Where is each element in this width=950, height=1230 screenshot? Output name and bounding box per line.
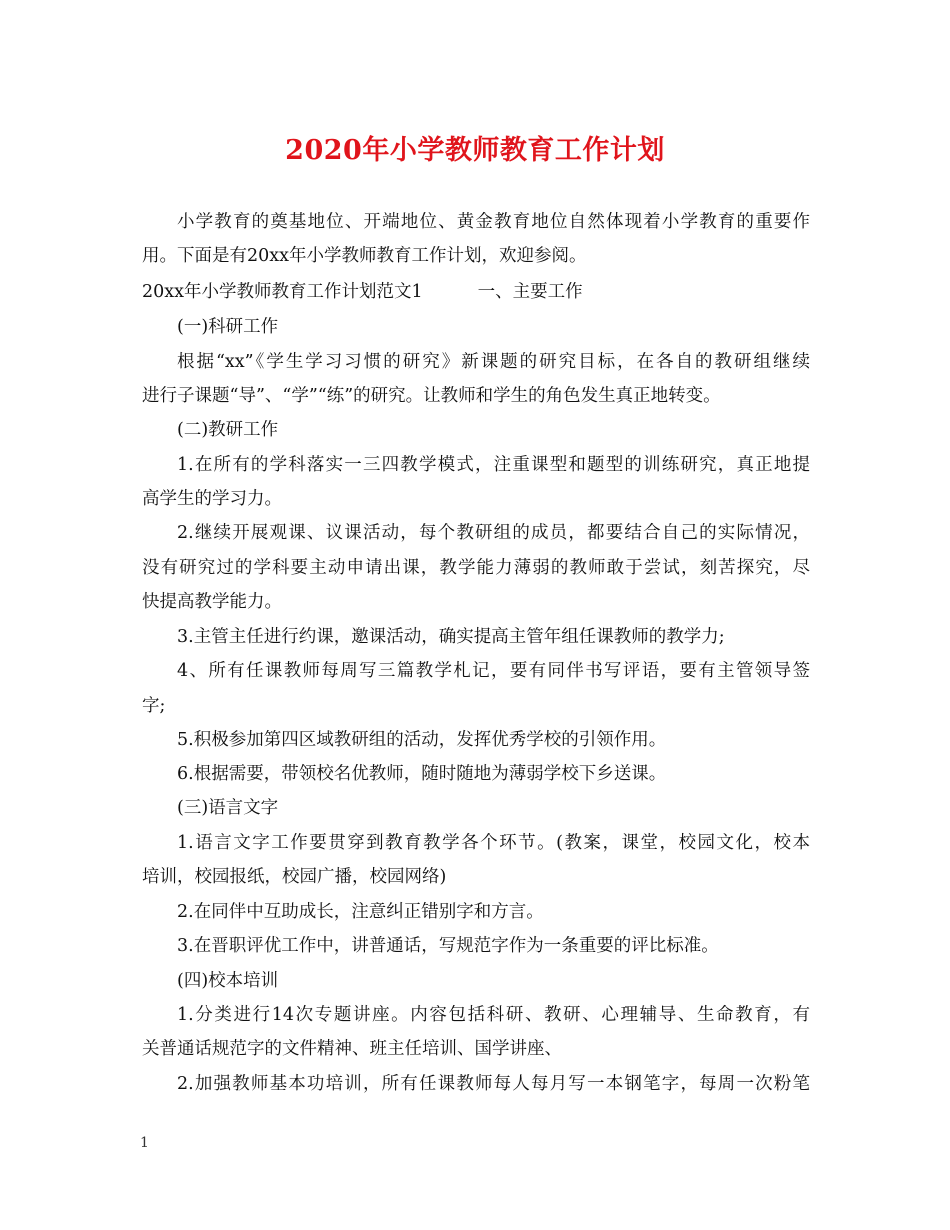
subheading-school-training: (四)校本培训 bbox=[177, 971, 279, 991]
paragraph-line: 1.在所有的学科落实一三四教学模式，注重课型和题型的训练研究，真正地提 bbox=[177, 455, 810, 475]
paragraph-line: 1.分类进行14次专题讲座。内容包括科研、教研、心理辅导、生命教育，有 bbox=[177, 1005, 810, 1025]
section-heading-line bbox=[142, 280, 583, 304]
paragraph-line: 关普通话规范字的文件精神、班主任培训、国学讲座、 bbox=[142, 1039, 562, 1059]
paragraph-line: 高学生的学习力。 bbox=[142, 489, 282, 509]
subheading-language: (三)语言文字 bbox=[177, 798, 279, 818]
paragraph-line: 用。下面是有20xx年小学教师教育工作计划，欢迎参阅。 bbox=[142, 246, 587, 266]
paragraph-line: 1.语言文字工作要贯穿到教育教学各个环节。(教案，课堂，校园文化，校本 bbox=[177, 833, 810, 853]
paragraph-line: 6.根据需要，带领校名优教师，随时随地为薄弱学校下乡送课。 bbox=[177, 764, 667, 784]
document-title: 2020年小学教师教育工作计划 bbox=[285, 135, 665, 166]
paragraph-line: 小学教育的奠基地位、开端地位、黄金教育地位自然体现着小学教育的重要作 bbox=[177, 212, 810, 232]
paragraph-line: 进行子课题“导”、“学”“练”的研究。让教师和学生的角色发生真正地转变。 bbox=[142, 386, 721, 406]
paragraph-line: 2.在同伴中互助成长，注意纠正错别字和方言。 bbox=[177, 902, 544, 922]
paragraph-line: 4、所有任课教师每周写三篇教学札记，要有同伴书写评语，要有主管领导签 bbox=[177, 661, 810, 681]
paragraph-line: 培训，校园报纸，校园广播，校园网络) bbox=[142, 867, 447, 887]
page-number: 1 bbox=[140, 1135, 149, 1151]
paragraph-line: 没有研究过的学科要主动申请出课，教学能力薄弱的教师敢于尝试，刻苦探究，尽 bbox=[142, 558, 810, 578]
paragraph-line: 3.在晋职评优工作中，讲普通话，写规范字作为一条重要的评比标准。 bbox=[177, 936, 719, 956]
paragraph-line: 根据“xx”《学生学习习惯的研究》新课题的研究目标，在各自的教研组继续 bbox=[177, 352, 810, 372]
main-work-heading: 一、主要工作 bbox=[477, 282, 583, 302]
paragraph-line: 5.积极参加第四区域教研组的活动，发挥优秀学校的引领作用。 bbox=[177, 730, 667, 750]
paragraph-line: 2.加强教师基本功培训，所有任课教师每人每月写一本钢笔字，每周一次粉笔 bbox=[177, 1074, 810, 1094]
subheading-teaching-research: (二)教研工作 bbox=[177, 420, 279, 440]
subheading-research: (一)科研工作 bbox=[177, 317, 279, 337]
sample-label: 20xx年小学教师教育工作计划范文1 bbox=[142, 282, 423, 302]
paragraph-line: 字; bbox=[142, 696, 166, 716]
paragraph-line: 3.主管主任进行约课，邀课活动，确实提高主管年组任课教师的教学力; bbox=[177, 627, 725, 647]
paragraph-line: 快提高教学能力。 bbox=[142, 592, 282, 612]
paragraph-line: 2.继续开展观课、议课活动，每个教研组的成员，都要结合自己的实际情况， bbox=[177, 523, 810, 543]
